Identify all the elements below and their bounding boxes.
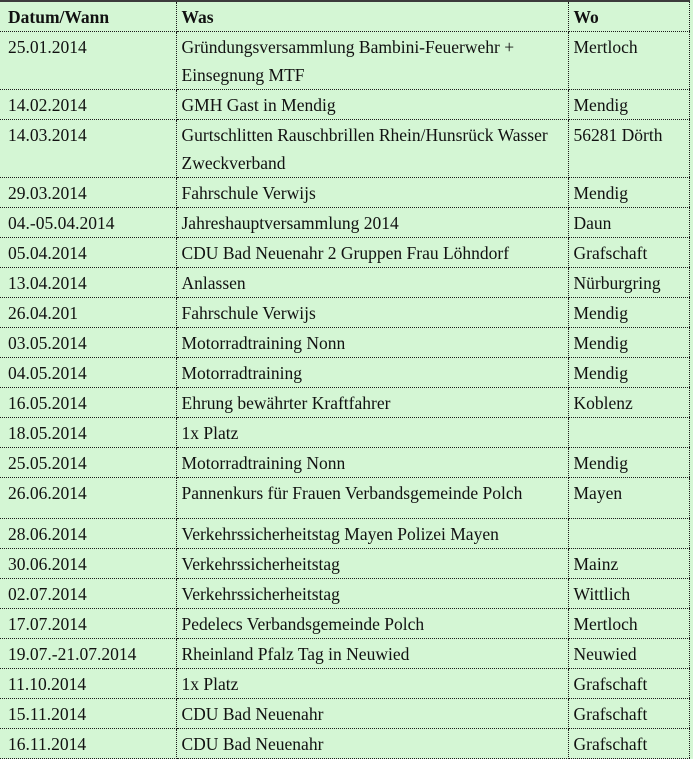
cell-was: 1x Platz [176,418,568,448]
table-row [0,268,689,298]
cell-datum: 25.05.2014 [0,448,176,478]
cell-wo: Mendig [568,178,689,208]
cell-datum: 04.05.2014 [0,358,176,388]
cell-was: Pedelecs Verbandsgemeinde Polch [176,609,568,639]
table-header [0,1,689,32]
cell-wo [568,418,689,448]
cell-wo: Wittlich [568,579,689,609]
cell-wo: Mainz [568,549,689,579]
column-header-was: Was [176,1,568,32]
table-row [0,448,689,478]
cell-wo: Mendig [568,328,689,358]
cell-datum: 14.03.2014 [0,120,176,178]
cell-wo: Daun [568,208,689,238]
cell-wo: Grafschaft [568,729,689,759]
table-row [0,358,689,388]
cell-datum: 25.01.2014 [0,32,176,90]
cell-datum: 28.06.2014 [0,519,176,549]
cell-wo [568,519,689,549]
table-row [0,32,689,90]
cell-wo: Koblenz [568,388,689,418]
table-row [0,519,689,549]
cell-wo: Mendig [568,448,689,478]
cell-was: Ehrung bewährter Kraftfahrer [176,388,568,418]
cell-datum: 26.04.201 [0,298,176,328]
cell-datum: 29.03.2014 [0,178,176,208]
table-row [0,388,689,418]
cell-was: Anlassen [176,268,568,298]
cell-wo: Mertloch [568,32,689,90]
table-row [0,478,689,519]
table-row [0,579,689,609]
table-body [0,32,689,759]
cell-was: Verkehrssicherheitstag [176,549,568,579]
cell-wo: 56281 Dörth [568,120,689,178]
cell-datum: 14.02.2014 [0,90,176,120]
cell-was: Gurtschlitten Rauschbrillen Rhein/Hunsrück Wasser Zweckverband [176,120,568,178]
cell-was: Motorradtraining Nonn [176,328,568,358]
cell-was: Motorradtraining [176,358,568,388]
table-row [0,90,689,120]
cell-datum: 03.05.2014 [0,328,176,358]
cell-was: CDU Bad Neuenahr 2 Gruppen Frau Löhndorf [176,238,568,268]
cell-was: 1x Platz [176,669,568,699]
table-row [0,238,689,268]
cell-wo: Mayen [568,478,689,519]
table-row [0,639,689,669]
column-header-wo: Wo [568,1,689,32]
column-header-datum: Datum/Wann [0,1,176,32]
cell-wo: Mertloch [568,609,689,639]
table-row [0,418,689,448]
cell-datum: 26.06.2014 [0,478,176,519]
table-row [0,178,689,208]
cell-was: GMH Gast in Mendig [176,90,568,120]
cell-datum: 18.05.2014 [0,418,176,448]
cell-was: Pannenkurs für Frauen Verbandsgemeinde Polch [176,478,568,519]
cell-datum: 02.07.2014 [0,579,176,609]
cell-datum: 19.07.-21.07.2014 [0,639,176,669]
cell-was: Verkehrssicherheitstag [176,579,568,609]
cell-was: CDU Bad Neuenahr [176,729,568,759]
cell-wo: Mendig [568,90,689,120]
cell-datum: 11.10.2014 [0,669,176,699]
table-row [0,669,689,699]
cell-wo: Grafschaft [568,669,689,699]
table-row [0,699,689,729]
table-row [0,208,689,238]
cell-was: Fahrschule Verwijs [176,178,568,208]
cell-wo: Mendig [568,298,689,328]
table-row [0,298,689,328]
cell-datum: 16.11.2014 [0,729,176,759]
cell-was: Rheinland Pfalz Tag in Neuwied [176,639,568,669]
table-row [0,549,689,579]
table-row [0,328,689,358]
cell-datum: 04.-05.04.2014 [0,208,176,238]
cell-wo: Grafschaft [568,238,689,268]
cell-wo: Neuwied [568,639,689,669]
table-row [0,120,689,178]
cell-datum: 05.04.2014 [0,238,176,268]
cell-wo: Nürburgring [568,268,689,298]
cell-wo: Grafschaft [568,699,689,729]
cell-was: Verkehrssicherheitstag Mayen Polizei Mayen [176,519,568,549]
cell-was: Motorradtraining Nonn [176,448,568,478]
cell-was: CDU Bad Neuenahr [176,699,568,729]
header-row [0,1,689,32]
cell-datum: 15.11.2014 [0,699,176,729]
cell-datum: 17.07.2014 [0,609,176,639]
cell-was: Gründungsversammlung Bambini-Feuerwehr + Einsegnung MTF [176,32,568,90]
cell-datum: 16.05.2014 [0,388,176,418]
table-row [0,609,689,639]
cell-was: Jahreshauptversammlung 2014 [176,208,568,238]
cell-was: Fahrschule Verwijs [176,298,568,328]
cell-datum: 13.04.2014 [0,268,176,298]
cell-datum: 30.06.2014 [0,549,176,579]
cell-wo: Mendig [568,358,689,388]
